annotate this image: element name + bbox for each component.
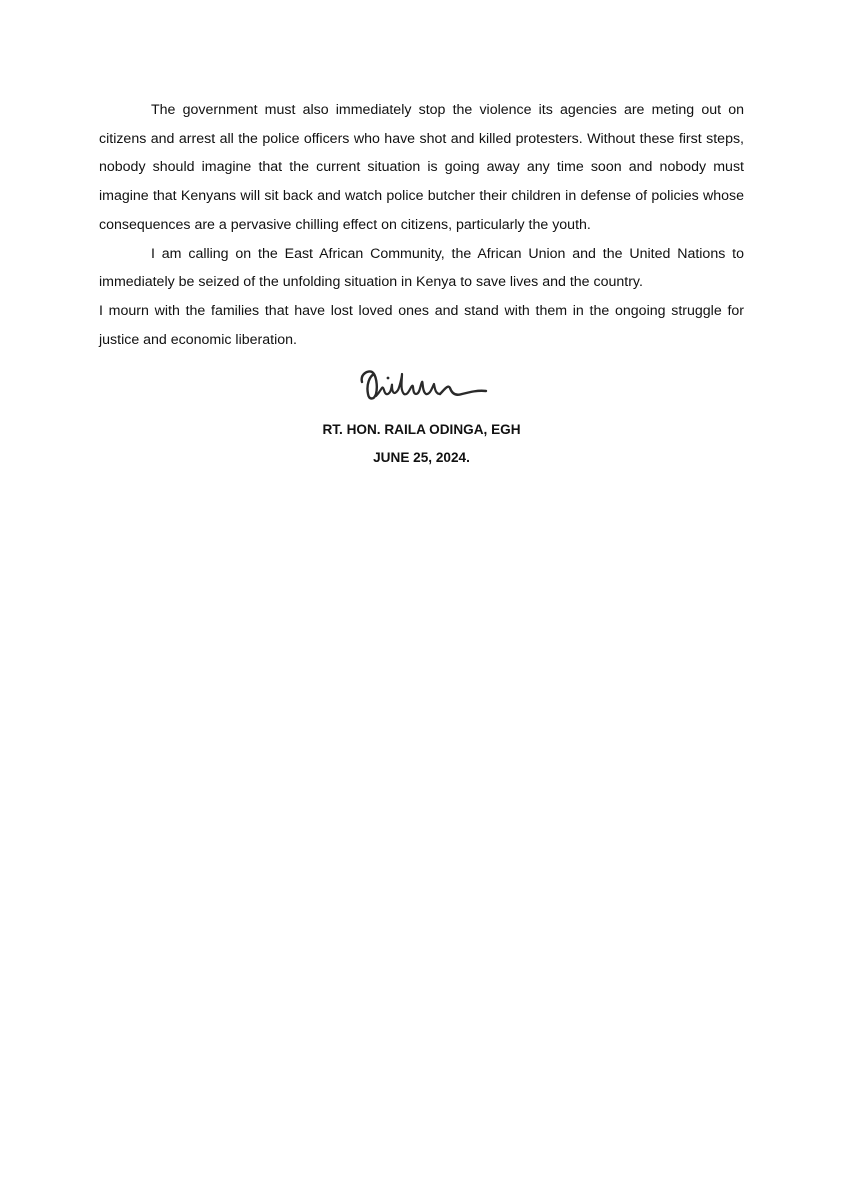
handwritten-signature-icon: [352, 360, 492, 410]
statement-body: [99, 96, 744, 354]
paragraph-violence: The government must also immediately stop the violence its agencies are meting out on citizens and arrest all the police officers who have shot and killed protesters. Without these first steps, nobody should imagine that the current situation is going away any time soon and nobody must imagine that Kenyans will sit back and watch police butcher their children in defense of policies whose consequences are a pervasive chilling effect on citizens, particularly the youth.: [99, 102, 744, 233]
signer-name: RT. HON. RAILA ODINGA, EGH: [322, 422, 521, 437]
paragraph-appeal: I am calling on the East African Community, the African Union and the United Nations to immediately be seized of the unfolding situation in Kenya to save lives and the country.: [99, 245, 744, 291]
signature-block: [99, 360, 744, 472]
statement-date: JUNE 25, 2024.: [373, 450, 470, 465]
paragraph-mourning: I mourn with the families that have lost loved ones and stand with them in the ongoing struggle for justice and economic liberation.: [99, 302, 744, 348]
